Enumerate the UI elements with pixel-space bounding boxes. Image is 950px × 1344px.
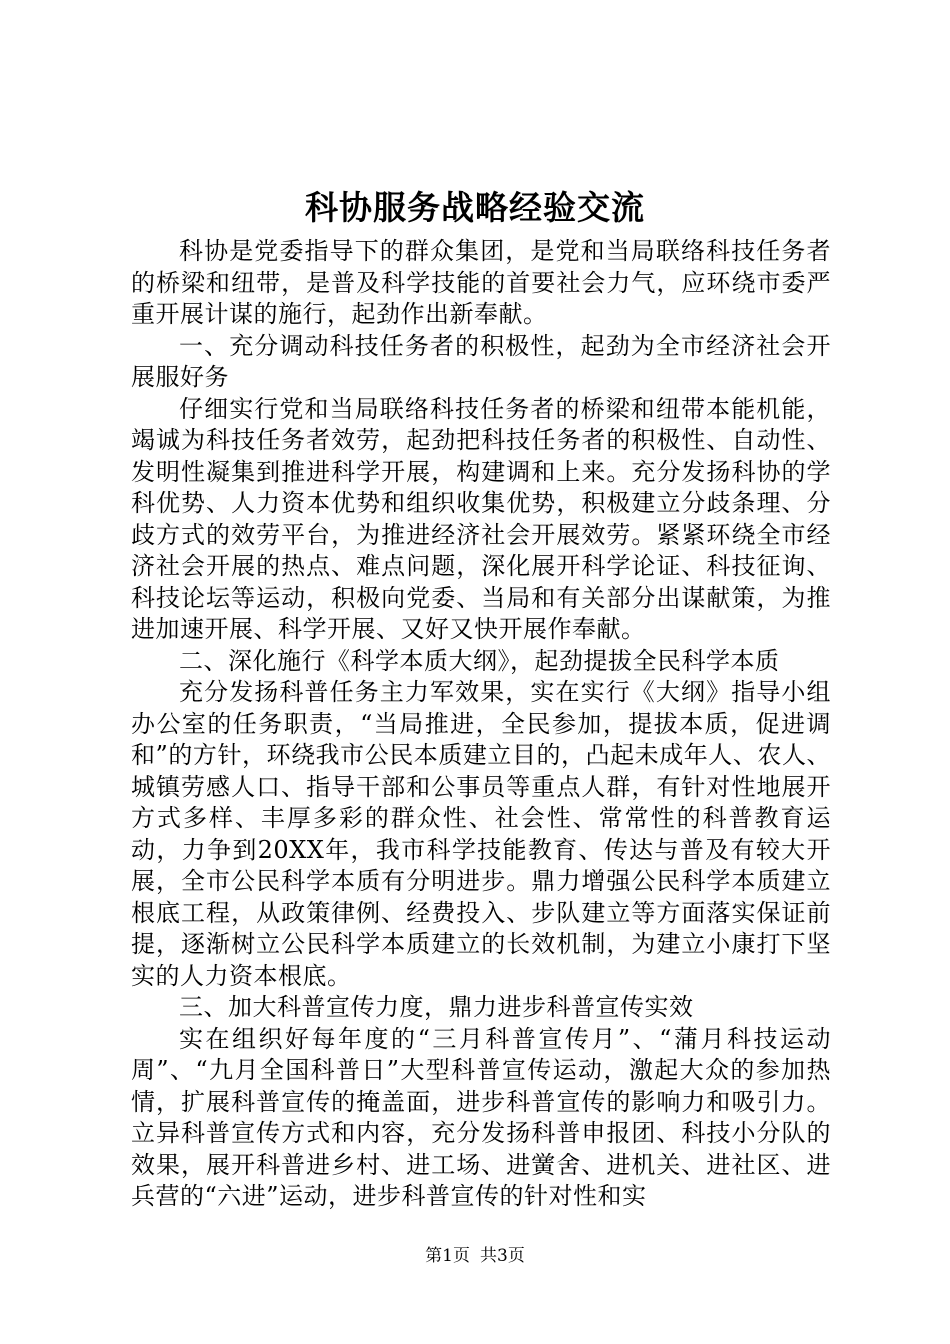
document-body bbox=[131, 236, 831, 1213]
page-footer bbox=[0, 1244, 950, 1268]
paragraph-section-3: 实在组织好每年度的“三月科普宣传月”、“蒲月科技运动周”、“九月全国科普日”大型科普宣传运动，激起大众的参加热情，扩展科普宣传的掩盖面，进步科普宣传的影响力和吸引力。立异科普宣传方式和内容，充分发扬科普申报团、科技小分队的效果，展开科普进乡村、进工场、进黉舍、进机关、进社区、进兵营的“六进”运动，进步科普宣传的针对性和实 bbox=[131, 1024, 831, 1210]
paragraph-section-2: 充分发扬科普任务主力军效果，实在实行《大纲》指导小组办公室的任务职责，“当局推进，全民参加，提拔本质，促进调和”的方针，环绕我市公民本质建立目的，凸起未成年人、农人、城镇劳感人口、指导干部和公事员等重点人群，有针对性地展开方式多样、丰厚多彩的群众性、社会性、常常性的科普教育运动，力争到20XX年，我市科学技能教育、传达与普及有较大开展，全市公民科学本质有分明进步。鼎力增强公民科学本质建立根底工程，从政策律例、经费投入、步队建立等方面落实保证前提，逐渐树立公民科学本质建立的长效机制，为建立小康打下坚实的人力资本根底。 bbox=[131, 678, 831, 990]
section-heading-3: 三、加大科普宣传力度，鼎力进步科普宣传实效 bbox=[179, 993, 694, 1021]
section-heading-1: 一、充分调动科技任务者的积极性，起劲为全市经济社会开展服好务 bbox=[131, 331, 831, 391]
section-heading-2: 二、深化施行《科学本质大纲》，起劲提拔全民科学本质 bbox=[179, 646, 780, 675]
paragraph-intro: 科协是党委指导下的群众集团，是党和当局联络科技任务者的桥梁和纽带，是普及科学技能的首要社会力气，应环绕市委严重开展计谋的施行，起劲作出新奉献。 bbox=[131, 237, 831, 328]
page-number: 第1页 bbox=[425, 1246, 470, 1266]
page-total: 共3页 bbox=[480, 1246, 525, 1266]
document-title: 科协服务战略经验交流 bbox=[305, 188, 645, 227]
paragraph-section-1: 仔细实行党和当局联络科技任务者的桥梁和纽带本能机能，竭诚为科技任务者效劳，起劲把科技任务者的积极性、自动性、发明性凝集到推进科学开展，构建调和上来。充分发扬科协的学科优势、人力资本优势和组织收集优势，积极建立分歧条理、分歧方式的效劳平台，为推进经济社会开展效劳。紧紧环绕全市经济社会开展的热点、难点问题，深化展开科学论证、科技征询、科技论坛等运动，积极向党委、当局和有关部分出谋献策，为推进加速开展、科学开展、又好又快开展作奉献。 bbox=[131, 394, 831, 643]
